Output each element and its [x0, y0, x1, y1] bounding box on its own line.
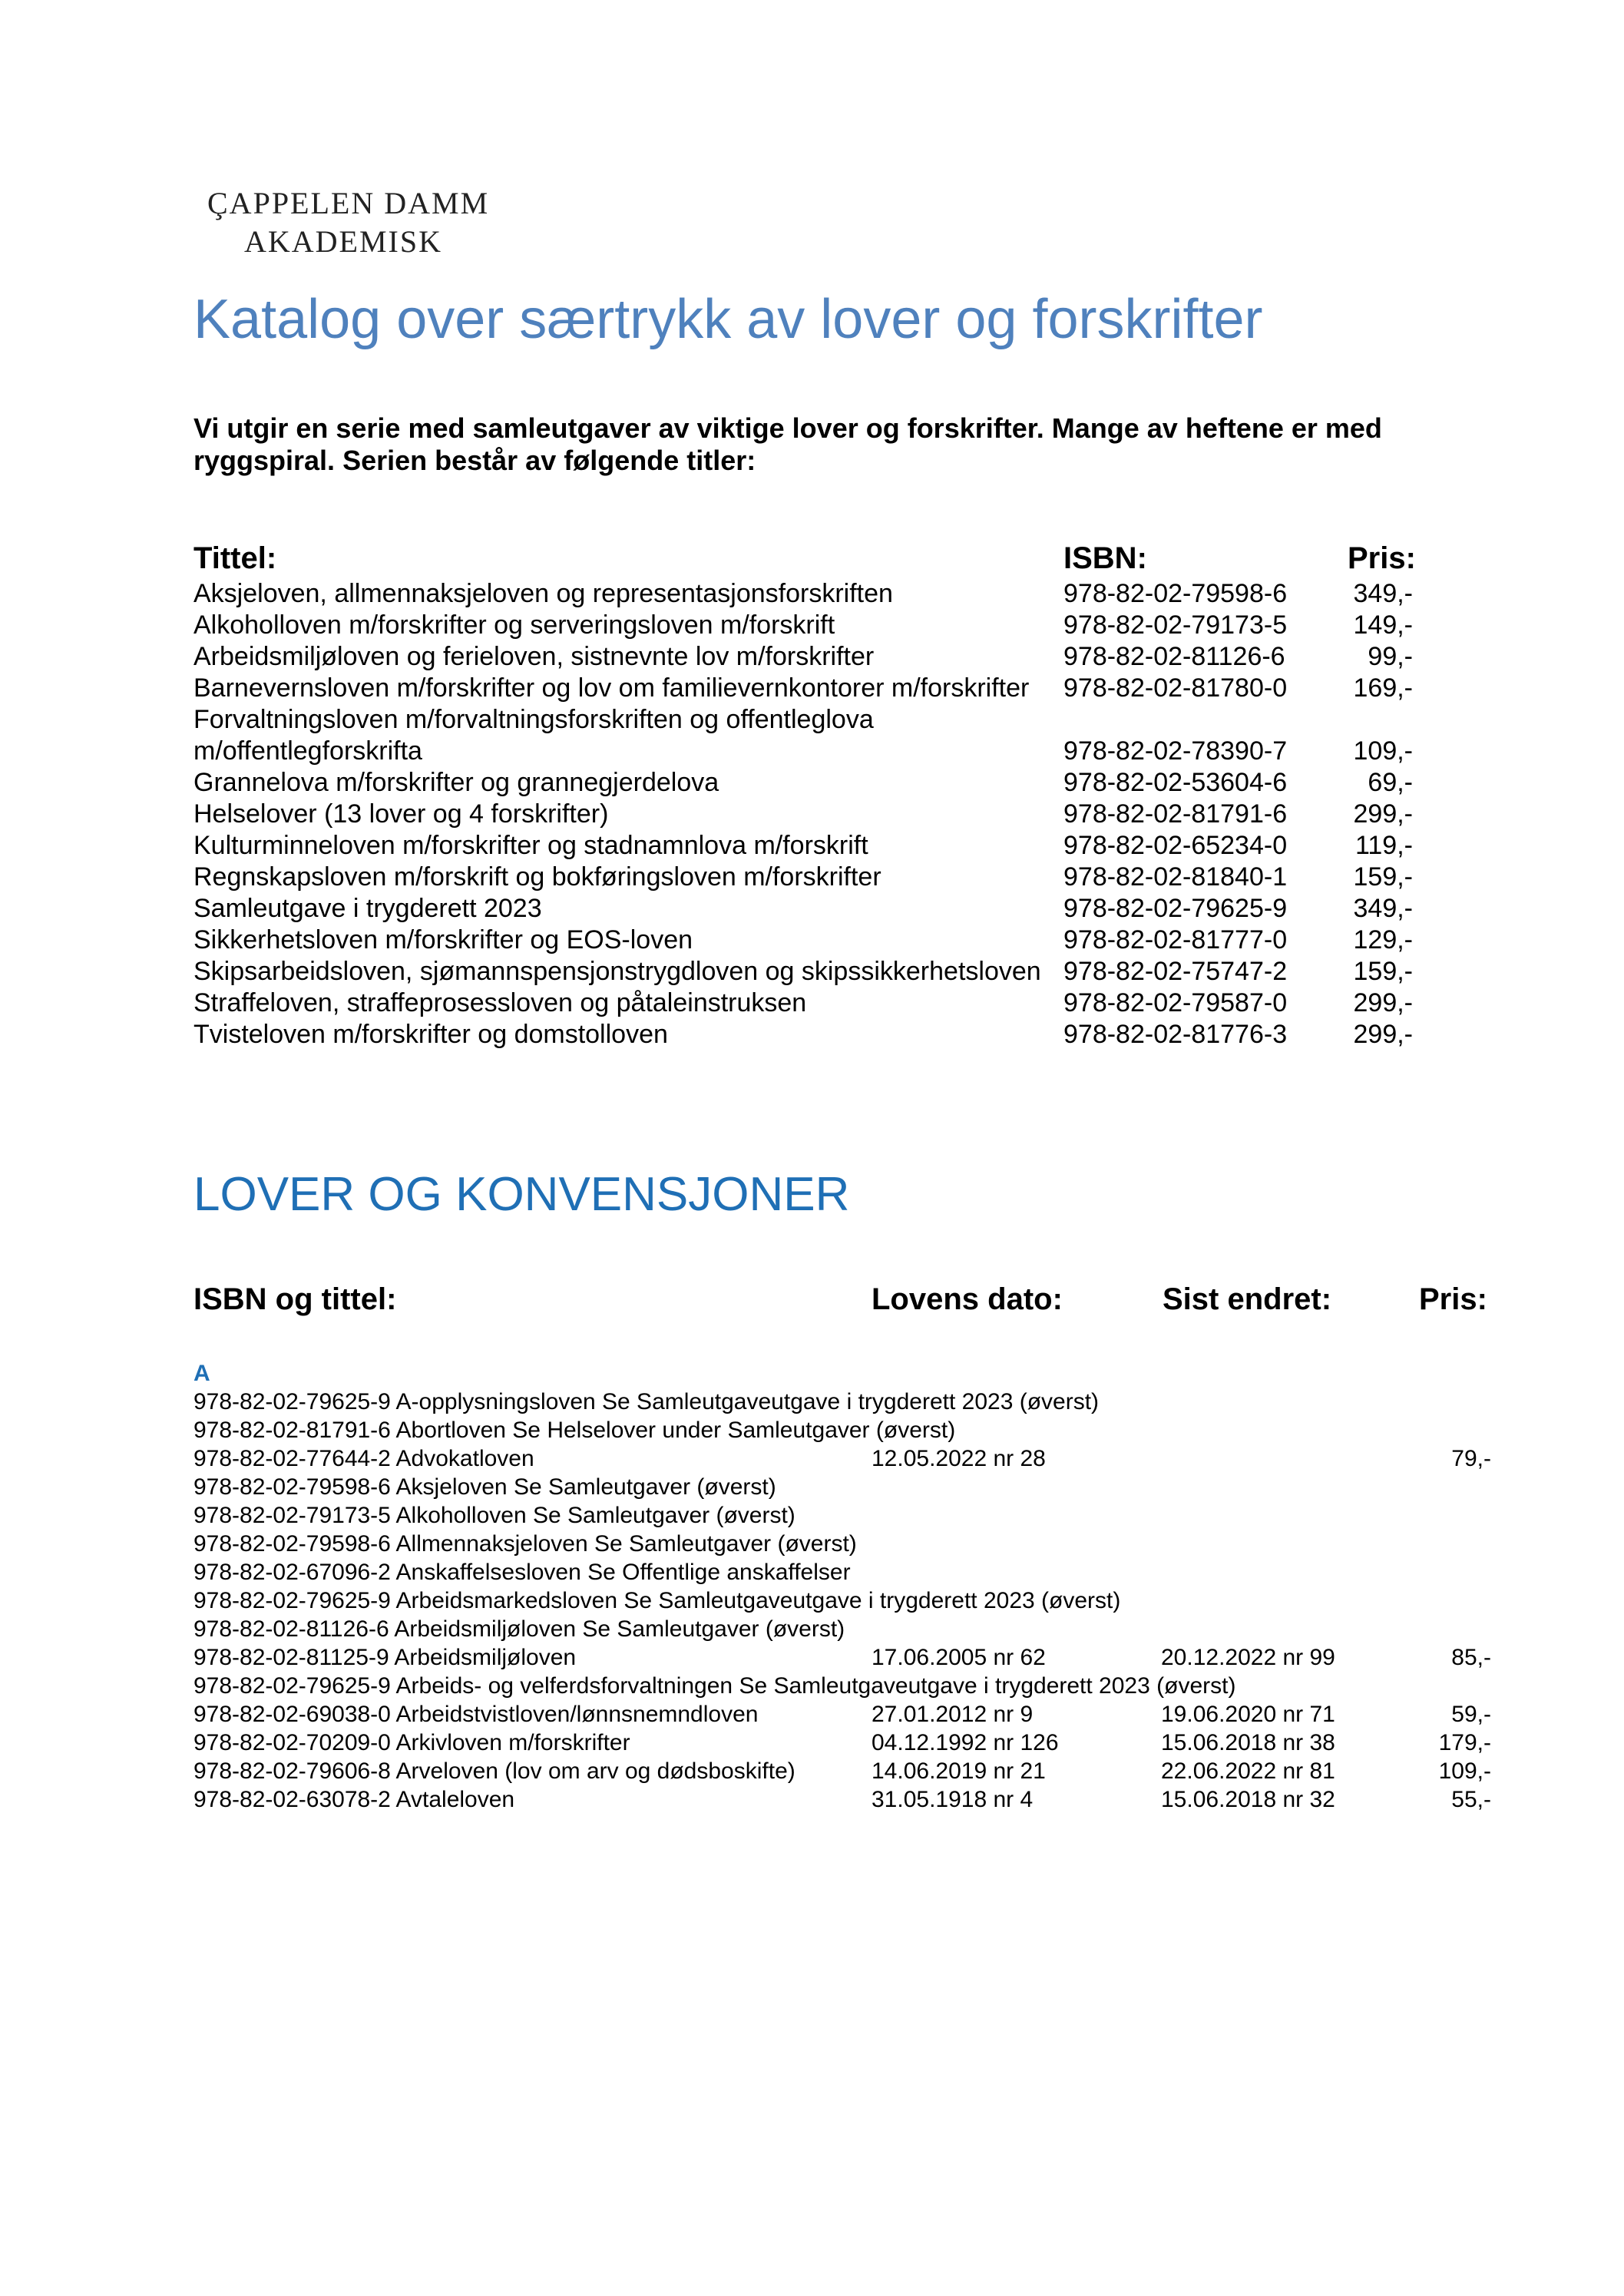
- series-price: 159,-: [1353, 957, 1413, 986]
- table-row: [193, 641, 1453, 673]
- header-title: Tittel:: [193, 541, 277, 575]
- table-row: [193, 1785, 1499, 1814]
- intro-text: Vi utgir en serie med samleutgaver av viktige lover og forskrifter. Mange av heftene er med ryggspiral. Serien består av følgende titler:: [193, 412, 1382, 476]
- law-entry: 978-82-02-79598-6 Allmennaksjeloven Se Samleutgaver (øverst): [193, 1531, 857, 1557]
- table-row: [193, 1729, 1499, 1757]
- series-price: 299,-: [1353, 988, 1413, 1017]
- series-isbn: 978-82-02-75747-2: [1063, 957, 1288, 986]
- section-title: LOVER OG KONVENSJONER: [193, 1168, 850, 1221]
- header-isbn-title: ISBN og tittel:: [193, 1282, 397, 1316]
- law-entry: 978-82-02-81791-6 Abortloven Se Helselover under Samleutgaver (øverst): [193, 1418, 956, 1443]
- letter-heading: A: [193, 1361, 210, 1386]
- header-price: Pris:: [1348, 541, 1416, 575]
- table-row: [193, 1672, 1499, 1700]
- table-row: [193, 862, 1453, 893]
- law-price: 59,-: [1451, 1702, 1491, 1727]
- series-title: Sikkerhetsloven m/forskrifter og EOS-loven: [193, 925, 693, 954]
- series-rows: [193, 578, 1453, 1050]
- table-row: [193, 673, 1453, 704]
- table-row: [193, 767, 1453, 799]
- series-price: 169,-: [1353, 673, 1413, 703]
- law-entry: 978-82-02-79606-8 Arveloven (lov om arv og dødsboskifte): [193, 1758, 795, 1784]
- law-entry: 978-82-02-70209-0 Arkivloven m/forskrifter: [193, 1730, 630, 1755]
- series-isbn: 978-82-02-81780-0: [1063, 673, 1288, 703]
- law-last-changed: 15.06.2018 nr 32: [1161, 1787, 1335, 1812]
- law-entry: 978-82-02-67096-2 Anskaffelsesloven Se Offentlige anskaffelser: [193, 1560, 851, 1585]
- header-last-changed: Sist endret:: [1163, 1282, 1332, 1316]
- law-date: 17.06.2005 nr 62: [872, 1645, 1046, 1670]
- series-isbn: 978-82-02-79625-9: [1063, 894, 1288, 923]
- table-row: [193, 1388, 1499, 1416]
- series-isbn: 978-82-02-81776-3: [1063, 1020, 1288, 1049]
- publisher-logo: [207, 184, 530, 261]
- table-row: [193, 956, 1453, 988]
- law-entry: 978-82-02-81126-6 Arbeidsmiljøloven Se Samleutgaver (øverst): [193, 1616, 845, 1642]
- series-title: Straffeloven, straffeprosessloven og påtaleinstruksen: [193, 988, 807, 1017]
- law-entry: 978-82-02-79598-6 Aksjeloven Se Samleutgaver (øverst): [193, 1474, 776, 1500]
- law-entry: 978-82-02-79625-9 A-opplysningsloven Se Samleutgaveutgave i trygderett 2023 (øverst): [193, 1389, 1100, 1414]
- law-entry: 978-82-02-77644-2 Advokatloven: [193, 1446, 534, 1471]
- series-price: 299,-: [1353, 799, 1413, 829]
- law-entry: 978-82-02-79625-9 Arbeidsmarkedsloven Se Samleutgaveutgave i trygderett 2023 (øverst): [193, 1588, 1121, 1613]
- table-row: [193, 1473, 1499, 1501]
- law-last-changed: 19.06.2020 nr 71: [1161, 1702, 1335, 1727]
- table-row: [193, 610, 1453, 641]
- law-last-changed: 15.06.2018 nr 38: [1161, 1730, 1335, 1755]
- header-isbn: ISBN:: [1063, 541, 1147, 575]
- series-title: Helselover (13 lover og 4 forskrifter): [193, 799, 609, 829]
- law-price: 179,-: [1438, 1730, 1491, 1755]
- series-title: Aksjeloven, allmennaksjeloven og representasjonsforskriften: [193, 579, 893, 608]
- law-date: 04.12.1992 nr 126: [872, 1730, 1059, 1755]
- header-price: Pris:: [1419, 1282, 1487, 1316]
- table-row: [193, 830, 1453, 862]
- series-title: Kulturminneloven m/forskrifter og stadnamnlova m/forskrift: [193, 831, 868, 860]
- law-last-changed: 20.12.2022 nr 99: [1161, 1645, 1335, 1670]
- law-price: 55,-: [1451, 1787, 1491, 1812]
- series-title: Forvaltningsloven m/forvaltningsforskriften og offentleglova m/offentlegforskrifta: [193, 705, 874, 766]
- series-title: Samleutgave i trygderett 2023: [193, 894, 542, 923]
- table-row: [193, 704, 1453, 767]
- table-row: [193, 988, 1453, 1019]
- series-title: Tvisteloven m/forskrifter og domstolloven: [193, 1020, 668, 1049]
- law-price: 85,-: [1451, 1645, 1491, 1670]
- series-price: 149,-: [1353, 610, 1413, 640]
- laws-table: [193, 1282, 1499, 1814]
- laws-table-header: [193, 1282, 1499, 1359]
- series-table: [193, 541, 1453, 1050]
- series-price: 119,-: [1355, 831, 1413, 860]
- table-row: [193, 1586, 1499, 1615]
- series-title: Regnskapsloven m/forskrift og bokføringsloven m/forskrifter: [193, 862, 881, 892]
- law-date: 27.01.2012 nr 9: [872, 1702, 1034, 1727]
- law-price: 79,-: [1451, 1446, 1491, 1471]
- series-isbn: 978-82-02-81791-6: [1063, 799, 1288, 829]
- table-row: [193, 1757, 1499, 1785]
- page-title: Katalog over særtrykk av lover og forskrifter: [193, 289, 1263, 350]
- table-row: [193, 925, 1453, 956]
- series-price: 99,-: [1368, 642, 1413, 671]
- law-entry: 978-82-02-79173-5 Alkoholloven Se Samleutgaver (øverst): [193, 1503, 795, 1528]
- table-row: [193, 1501, 1499, 1530]
- series-title: Barnevernsloven m/forskrifter og lov om familievernkontorer m/forskrifter: [193, 673, 1030, 703]
- series-price: 109,-: [1353, 736, 1413, 766]
- law-entry: 978-82-02-63078-2 Avtaleloven: [193, 1787, 515, 1812]
- law-price: 109,-: [1438, 1758, 1491, 1784]
- law-date: 14.06.2019 nr 21: [872, 1758, 1046, 1784]
- table-row: [193, 1643, 1499, 1672]
- series-price: 159,-: [1353, 862, 1413, 892]
- table-row: [193, 1700, 1499, 1729]
- series-price: 129,-: [1353, 925, 1413, 954]
- header-law-date: Lovens dato:: [872, 1282, 1063, 1316]
- series-title: Arbeidsmiljøloven og ferieloven, sistnevnte lov m/forskrifter: [193, 642, 875, 671]
- table-row: [193, 1615, 1499, 1643]
- series-price: 299,-: [1353, 1020, 1413, 1049]
- series-isbn: 978-82-02-78390-7: [1063, 736, 1288, 766]
- series-title: Skipsarbeidsloven, sjømannspensjonstrygdloven og skipssikkerhetsloven: [193, 957, 1041, 986]
- law-entry: 978-82-02-81125-9 Arbeidsmiljøloven: [193, 1645, 577, 1670]
- series-isbn: 978-82-02-81777-0: [1063, 925, 1288, 954]
- series-price: 69,-: [1368, 768, 1413, 797]
- table-row: [193, 1416, 1499, 1444]
- series-price: 349,-: [1353, 579, 1413, 608]
- table-row: [193, 1530, 1499, 1558]
- series-table-header: [193, 541, 1453, 578]
- series-isbn: 978-82-02-53604-6: [1063, 768, 1288, 797]
- series-isbn: 978-82-02-79173-5: [1063, 610, 1288, 640]
- table-row: [193, 893, 1453, 925]
- law-date: 31.05.1918 nr 4: [872, 1787, 1034, 1812]
- series-isbn: 978-82-02-65234-0: [1063, 831, 1288, 860]
- series-isbn: 978-82-02-81840-1: [1063, 862, 1288, 892]
- table-row: [193, 1019, 1453, 1050]
- table-row: [193, 1444, 1499, 1473]
- series-title: Alkoholloven m/forskrifter og serveringsloven m/forskrift: [193, 610, 835, 640]
- law-last-changed: 22.06.2022 nr 81: [1161, 1758, 1335, 1784]
- series-isbn: 978-82-02-79598-6: [1063, 579, 1288, 608]
- logo-line-1: ÇAPPELEN DAMM: [207, 186, 490, 220]
- series-isbn: 978-82-02-81126-6: [1063, 642, 1285, 671]
- law-entry: 978-82-02-79625-9 Arbeids- og velferdsforvaltningen Se Samleutgaveutgave i trygderett 2023 (øverst): [193, 1673, 1236, 1699]
- law-entry: 978-82-02-69038-0 Arbeidstvistloven/lønnsnemndloven: [193, 1702, 759, 1727]
- logo-line-2: AKADEMISK: [244, 224, 442, 259]
- table-row: [193, 578, 1453, 610]
- table-row: [193, 1558, 1499, 1586]
- series-title: Grannelova m/forskrifter og grannegjerdelova: [193, 768, 719, 797]
- law-rows: [193, 1388, 1499, 1814]
- table-row: [193, 799, 1453, 830]
- series-price: 349,-: [1353, 894, 1413, 923]
- series-isbn: 978-82-02-79587-0: [1063, 988, 1288, 1017]
- law-date: 12.05.2022 nr 28: [872, 1446, 1046, 1471]
